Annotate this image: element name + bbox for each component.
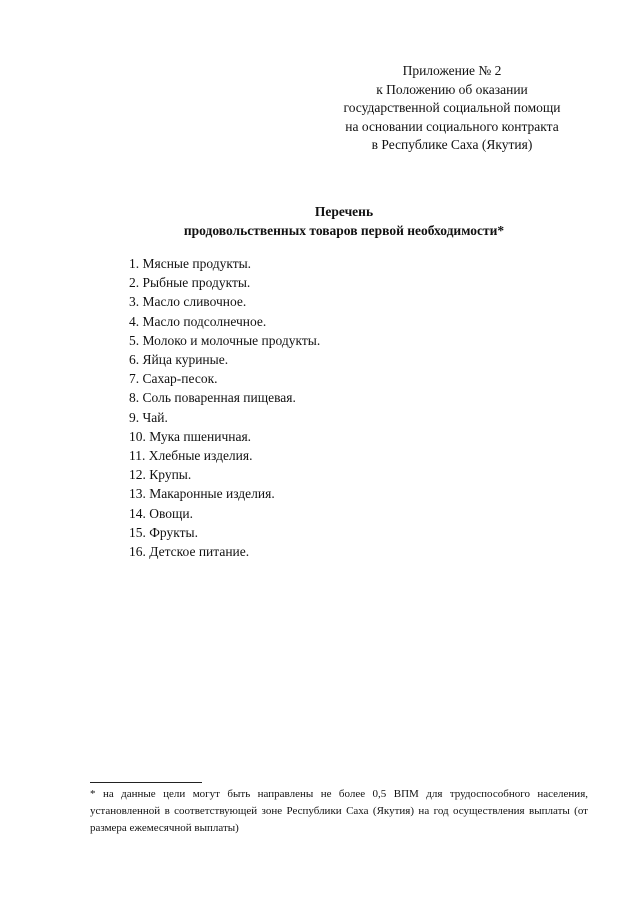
- list-item: 15. Фрукты.: [129, 524, 198, 540]
- appendix-header: [322, 62, 582, 155]
- list-item: 6. Яйца куриные.: [129, 352, 229, 368]
- footnote-separator: [90, 782, 202, 783]
- list-item: 1. Мясные продукты.: [129, 256, 252, 271]
- title-line-1: Перечень: [314, 204, 374, 219]
- list-item: 14. Овощи.: [129, 505, 194, 521]
- appendix-line: к Положению об оказании: [376, 81, 528, 97]
- list-item: 12. Крупы.: [129, 467, 192, 483]
- list-item: 7. Сахар-песок.: [129, 371, 218, 387]
- list-item: 8. Соль поваренная пищевая.: [129, 390, 296, 406]
- list-item: 3. Масло сливочное.: [129, 294, 247, 310]
- list-item: 2. Рыбные продукты.: [129, 275, 251, 291]
- list-item: 4. Масло подсолнечное.: [129, 313, 267, 329]
- appendix-line: в Республике Саха (Якутия): [371, 137, 533, 153]
- title-line-2: продовольственных товаров первой необходимости*: [183, 222, 505, 238]
- list-item: 13. Макаронные изделия.: [129, 486, 275, 502]
- document-title: [100, 203, 588, 240]
- appendix-line: государственной социальной помощи: [343, 100, 561, 116]
- list-item: 16. Детское питание.: [129, 544, 250, 560]
- goods-list: [129, 254, 320, 561]
- appendix-line: Приложение № 2: [402, 63, 502, 78]
- list-item: 9. Чай.: [129, 409, 168, 425]
- list-item: 5. Молоко и молочные продукты.: [129, 332, 321, 348]
- appendix-line: на основании социального контракта: [345, 118, 559, 134]
- list-item: 11. Хлебные изделия.: [129, 448, 253, 464]
- footnote: * на данные цели могут быть направлены не более 0,5 ВПМ для трудоспособного населения, установленной в соответствующей зоне Республики Саха (Якутия) на год осуществления выплаты (от размера ежемесячной выплаты): [90, 788, 588, 834]
- list-item: 10. Мука пшеничная.: [129, 428, 252, 444]
